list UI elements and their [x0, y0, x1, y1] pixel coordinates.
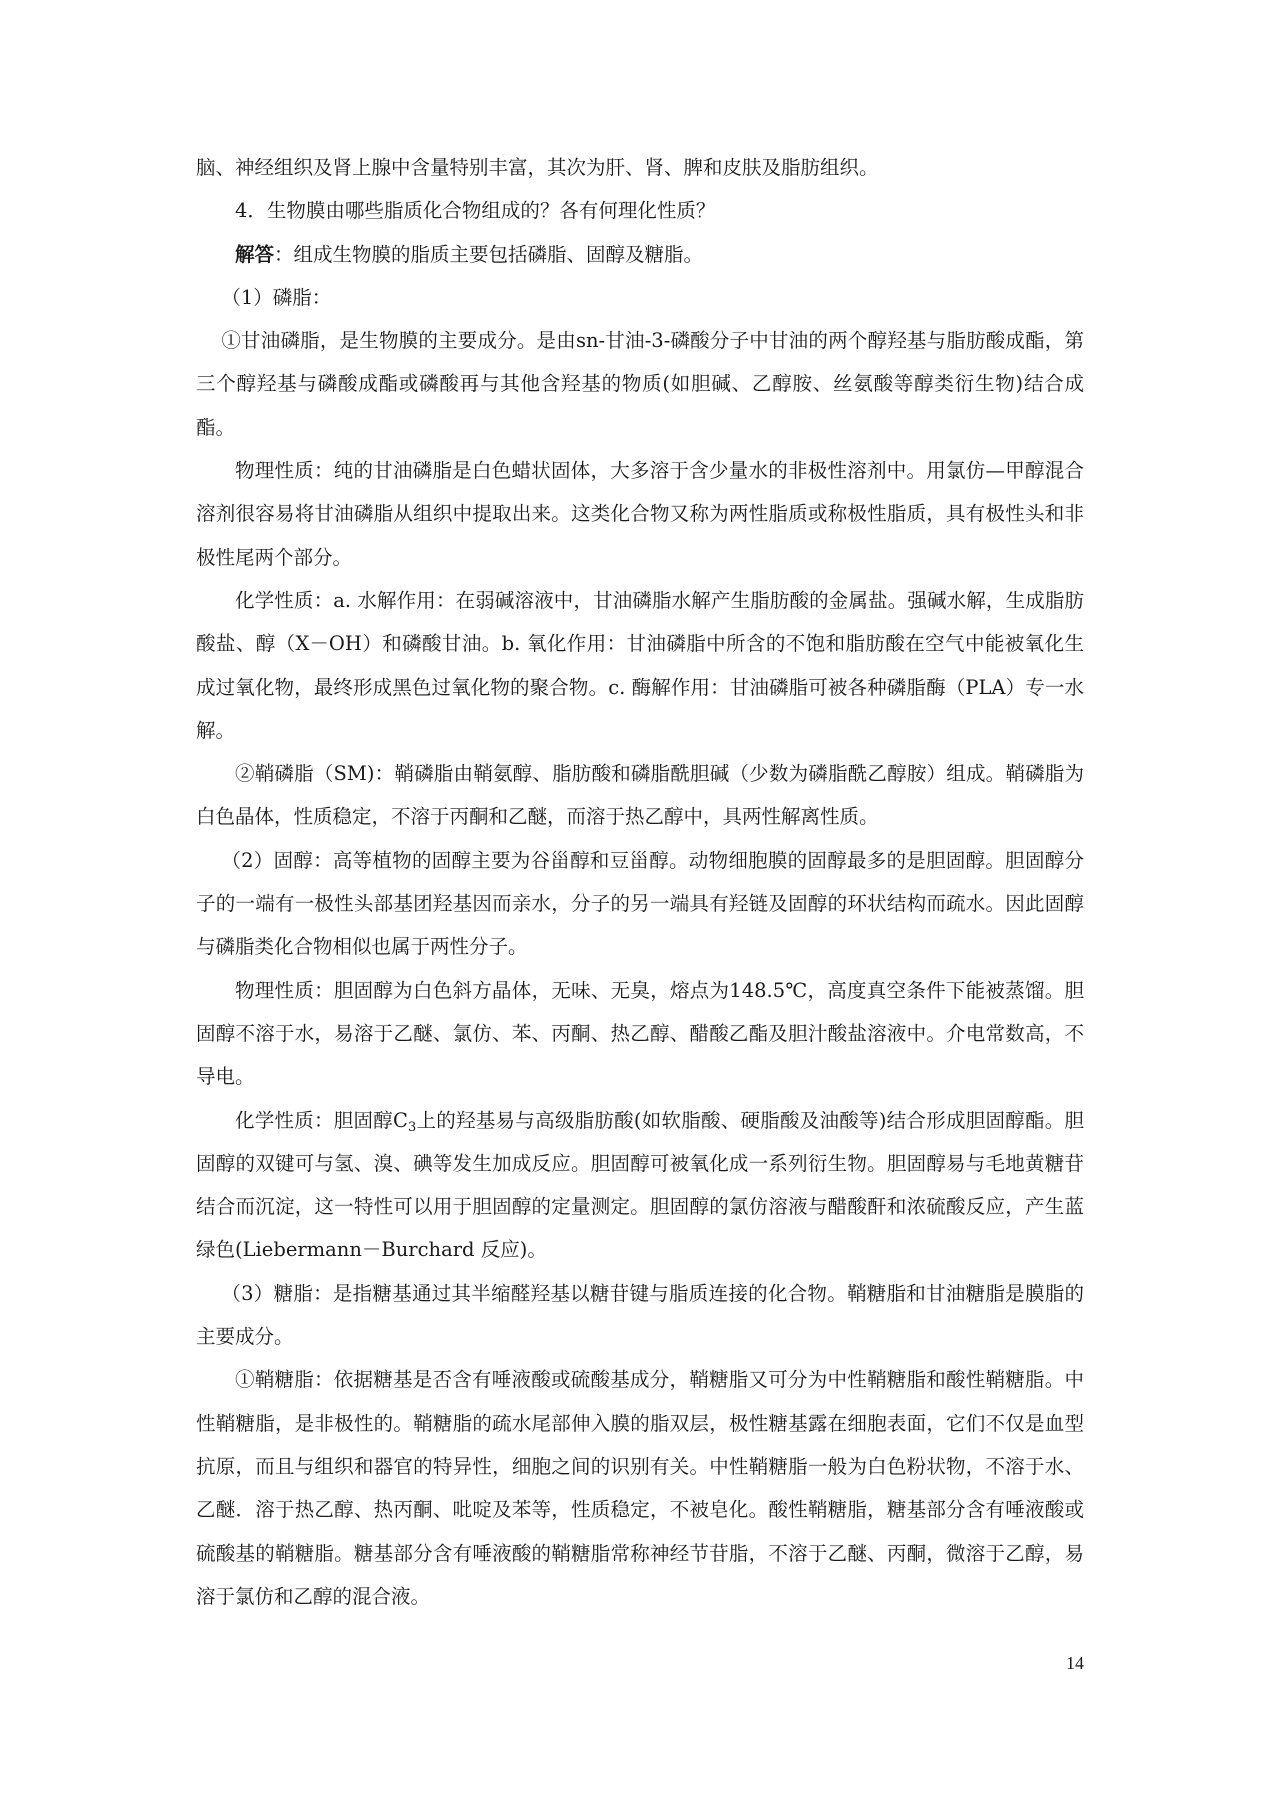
- chem-text-part-a: 化学性质：胆固醇C: [235, 1108, 408, 1132]
- subscript-3: 3: [407, 1119, 417, 1135]
- section-heading-glycolipids: （3）糖脂：是指糖基通过其半缩醛羟基以糖苷键与脂质连接的化合物。鞘糖脂和甘油糖脂是膜脂的主要成分。: [196, 1281, 1084, 1349]
- paragraph-physical-properties-1: 物理性质：纯的甘油磷脂是白色蜡状固体，大多溶于含少量水的非极性溶剂中。用氯仿—甲醇混合溶剂很容易将甘油磷脂从组织中提取出来。这类化合物又称为两性脂质或称极性脂质，具有极性头和非极性尾两个部分。: [196, 459, 1084, 569]
- chem-text-part-b: 上的羟基易与高级脂肪酸(如软脂酸、硬脂酸及油酸等)结合形成胆固醇酯。胆固醇的双键可与氢、溴、碘等发生加成反应。胆固醇可被氧化成一系列衍生物。胆固醇易与毛地黄糖苷结合而沉淀，这一特性可以用于胆固醇的定量测定。胆固醇的氯仿溶液与醋酸酐和浓硫酸反应，产生蓝绿色(Liebermann－Burchard 反应)。: [196, 1108, 1084, 1262]
- answer-text: ：组成生物膜的脂质主要包括磷脂、固醇及糖脂。: [274, 242, 704, 266]
- answer-paragraph: [196, 233, 1084, 276]
- paragraph-chemical-properties-2: [196, 1099, 1084, 1272]
- paragraph-glycerophospholipid: ①甘油磷脂，是生物膜的主要成分。是由sn-甘油-3-磷酸分子中甘油的两个醇羟基与脂肪酸成酯，第三个醇羟基与磷酸成酯或磷酸再与其他含羟基的物质(如胆碱、乙醇胺、丝氨酸等醇类衍生物)结合成酯。: [196, 329, 1084, 439]
- section-heading-sterols: （2）固醇：高等植物的固醇主要为谷甾醇和豆甾醇。动物细胞膜的固醇最多的是胆固醇。胆固醇分子的一端有一极性头部基团羟基因而亲水，分子的另一端具有羟链及固醇的环状结构而疏水。因此固醇与磷脂类化合物相似也属于两性分子。: [196, 848, 1084, 959]
- answer-label: 解答: [235, 242, 275, 266]
- page-number: 14: [1066, 1653, 1084, 1673]
- paragraph-physical-properties-2: 物理性质：胆固醇为白色斜方晶体，无味、无臭，熔点为148.5℃，高度真空条件下能被蒸馏。胆固醇不溶于水，易溶于乙醚、氯仿、苯、丙酮、热乙醇、醋酸乙酯及胆汁酸盐溶液中。介电常数高，不导电。: [196, 978, 1084, 1089]
- paragraph-sphingomyelin: ②鞘磷脂（SM)：鞘磷脂由鞘氨醇、脂肪酸和磷脂酰胆碱（少数为磷脂酰乙醇胺）组成。鞘磷脂为白色晶体，性质稳定，不溶于丙酮和乙醚，而溶于热乙醇中，具两性解离性质。: [196, 762, 1084, 829]
- question-heading: 4．生物膜由哪些脂质化合物组成的？各有何理化性质？: [235, 199, 716, 223]
- page-body: [196, 146, 1084, 1618]
- paragraph-continuation: 脑、神经组织及肾上腺中含量特别丰富，其次为肝、肾、脾和皮肤及脂肪组织。: [196, 156, 879, 179]
- paragraph-chemical-properties-1: 化学性质：a. 水解作用：在弱碱溶液中，甘油磷脂水解产生脂肪酸的金属盐。强碱水解，生成脂肪酸盐、醇（X－OH）和磷酸甘油。b. 氧化作用：甘油磷脂中所含的不饱和脂肪酸在空气中能被氧化生成过氧化物，最终形成黑色过氧化物的聚合物。c. 酶解作用：甘油磷脂可被各种磷脂酶（PLA）专一水解。: [196, 588, 1084, 742]
- section-heading-phospholipids: （1）磷脂：: [221, 285, 332, 309]
- paragraph-glycosphingolipid: ①鞘糖脂：依据糖基是否含有唾液酸或硫酸基成分，鞘糖脂又可分为中性鞘糖脂和酸性鞘糖脂。中性鞘糖脂，是非极性的。鞘糖脂的疏水尾部伸入膜的脂双层，极性糖基露在细胞表面，它们不仅是血型抗原，而且与组织和器官的特异性，细胞之间的识别有关。中性鞘糖脂一般为白色粉状物，不溶于水、乙醚．溶于热乙醇、热丙酮、吡啶及苯等，性质稳定，不被皂化。酸性鞘糖脂，糖基部分含有唾液酸或硫酸基的鞘糖脂。糖基部分含有唾液酸的鞘糖脂常称神经节苷脂，不溶于乙醚、丙酮，微溶于乙醇，易溶于氯仿和乙醇的混合液。: [196, 1368, 1084, 1608]
